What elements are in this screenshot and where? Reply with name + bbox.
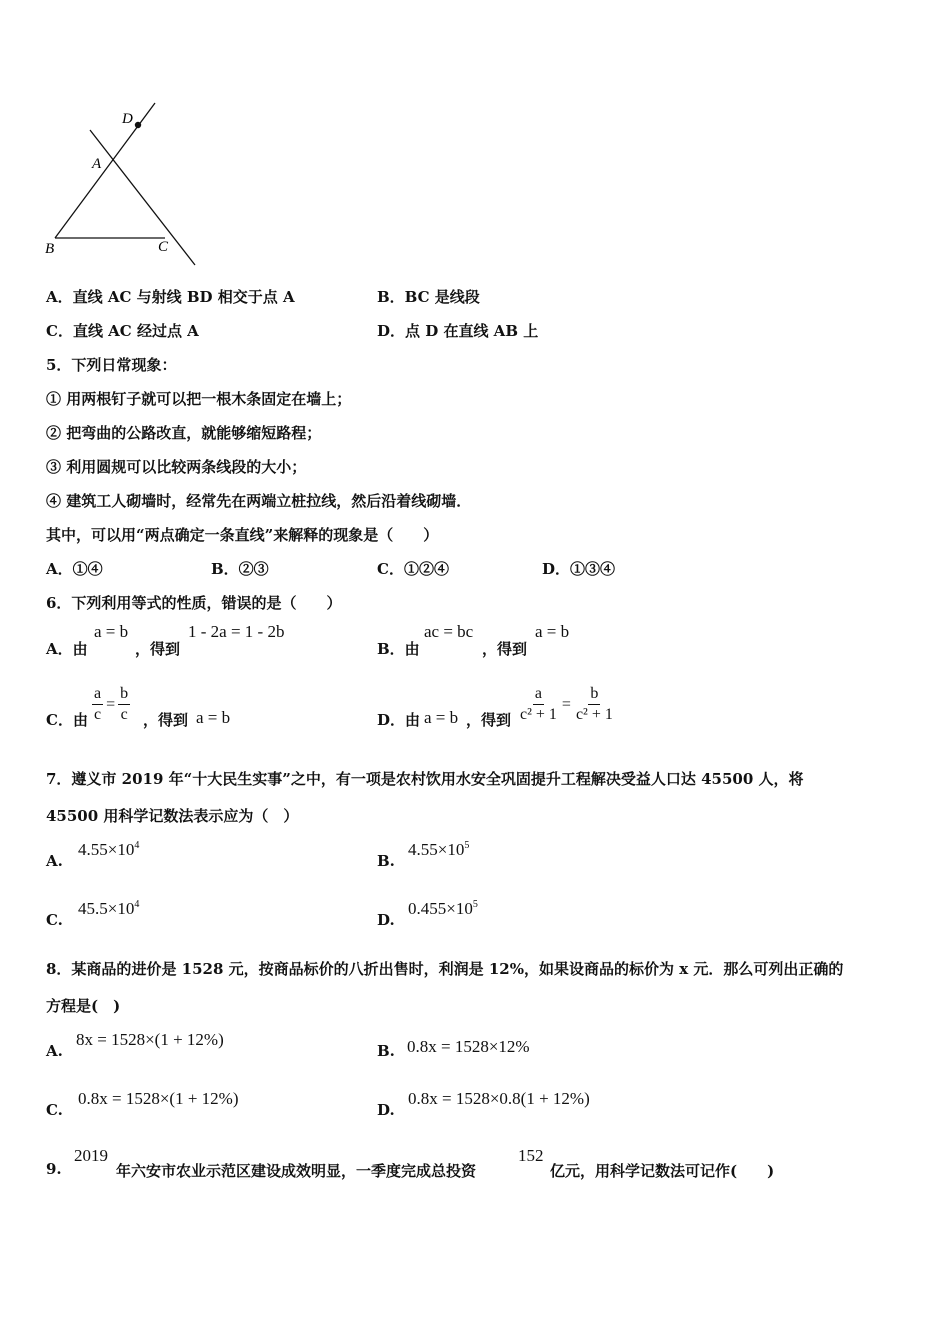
- q8-option-b-label: B.: [377, 1042, 395, 1060]
- mantissa: 4.55×10: [78, 840, 135, 859]
- q6-stem: 6．下列利用等式的性质，错误的是（ ）: [46, 594, 342, 612]
- q8-option-b-math: 0.8x = 1528×12%: [407, 1037, 530, 1056]
- label-d: D: [122, 111, 133, 127]
- q8-option-d-math: 0.8x = 1528×0.8(1 + 12%): [408, 1089, 590, 1108]
- q6-option-a-math2: 1 - 2a = 1 - 2b: [188, 622, 285, 641]
- denominator: c² + 1: [520, 706, 557, 723]
- fraction-b-over-c2plus1: [574, 684, 615, 725]
- label-a: A: [92, 156, 102, 172]
- q6-option-c-fraction-eq: [92, 684, 130, 725]
- q5-option-d: D．①③④: [542, 560, 616, 578]
- denominator: c² + 1: [575, 706, 613, 723]
- q8-option-d-label: D.: [377, 1101, 395, 1119]
- q7-option-a-label: A.: [46, 852, 63, 870]
- fraction-a-over-c2plus1: [518, 684, 559, 725]
- q6-option-b-prefix: B．由: [377, 640, 420, 658]
- q9-number: 9.: [46, 1160, 62, 1178]
- q6-option-b-mid: ，得到: [482, 640, 528, 658]
- q4-option-d: D．点 D 在直线 AB 上: [377, 322, 539, 340]
- q9-text-2: 亿元，用科学记数法可记作( ): [550, 1162, 775, 1180]
- denominator: c: [94, 706, 102, 723]
- q5-item-2: ② 把弯曲的公路改直，就能够缩短路程；: [46, 424, 322, 442]
- q7-option-c-math: [78, 899, 139, 919]
- q6-option-c-math2: a = b: [196, 708, 231, 727]
- q9-text-1: 年六安市农业示范区建设成效明显，一季度完成总投资: [116, 1162, 477, 1180]
- numerator: a: [533, 684, 544, 705]
- exponent: 4: [134, 840, 140, 851]
- q7-option-b-math: [408, 840, 469, 860]
- q6-option-b-math1: ac = bc: [424, 622, 474, 641]
- q7-option-b-label: B.: [377, 852, 395, 870]
- equals-sign: =: [106, 695, 116, 713]
- mantissa: 4.55×10: [408, 840, 465, 859]
- mantissa: 0.455×10: [408, 899, 473, 918]
- exponent: 5: [464, 840, 470, 851]
- q7-option-d-math: [408, 899, 478, 919]
- numerator: a: [92, 684, 103, 705]
- q5-option-a: A．①④: [46, 560, 103, 578]
- line-ac: [90, 130, 195, 265]
- fraction-a-over-c: [92, 684, 103, 725]
- q6-option-a-prefix: A．由: [46, 640, 88, 658]
- q8-option-a-label: A.: [46, 1042, 63, 1060]
- q6-option-a-mid: ，得到: [135, 640, 181, 658]
- q8-stem-line1: 8．某商品的进价是 1528 元，按商品标价的八折出售时，利润是 12%，如果设商品的标价为 x 元．那么可列出正确的: [46, 960, 844, 978]
- q7-option-d-label: D.: [377, 911, 395, 929]
- numerator: b: [588, 684, 600, 705]
- fraction-b-over-c: [118, 684, 130, 725]
- geometry-figure: [40, 95, 210, 270]
- numerator: b: [118, 684, 130, 705]
- q5-item-3: ③ 利用圆规可以比较两条线段的大小；: [46, 458, 307, 476]
- q7-stem-line2: 45500 用科学记数法表示应为（ ）: [46, 807, 299, 825]
- q8-option-c-label: C.: [46, 1101, 63, 1119]
- label-b: B: [45, 241, 55, 257]
- q9-amount: 152: [518, 1146, 544, 1165]
- q7-stem-line1: 7．遵义市 2019 年“十大民生实事”之中，有一项是农村饮用水安全巩固提升工程解决受益人口达 45500 人，将: [46, 770, 804, 788]
- q6-option-d-prefix: D．由: [377, 711, 421, 729]
- exponent: 5: [472, 899, 478, 910]
- denominator: c: [120, 706, 128, 723]
- point-d: [135, 122, 141, 128]
- q5-question: 其中，可以用“两点确定一条直线”来解释的现象是（ ）: [46, 526, 439, 544]
- q5-option-c: C．①②④: [377, 560, 449, 578]
- q8-stem-line2: 方程是( ): [46, 997, 121, 1015]
- q7-option-c-label: C.: [46, 911, 63, 929]
- q4-option-c: C．直线 AC 经过点 A: [46, 322, 199, 340]
- q6-option-d-math1: a = b: [424, 708, 459, 727]
- exponent: 4: [134, 899, 140, 910]
- q7-option-a-math: [78, 840, 139, 860]
- q8-option-a-math: 8x = 1528×(1 + 12%): [76, 1030, 224, 1049]
- q5-item-1: ① 用两根钉子就可以把一根木条固定在墙上；: [46, 390, 352, 408]
- q6-option-d-fraction-eq: [518, 684, 615, 725]
- label-c: C: [158, 239, 169, 255]
- q4-option-b: B．BC 是线段: [377, 288, 480, 306]
- q9-year: 2019: [74, 1146, 108, 1165]
- equals-sign: =: [561, 695, 571, 713]
- q6-option-d-mid: ，得到: [466, 711, 512, 729]
- q8-option-c-math: 0.8x = 1528×(1 + 12%): [78, 1089, 239, 1108]
- q5-stem: 5．下列日常现象：: [46, 356, 177, 374]
- q5-item-4: ④ 建筑工人砌墙时，经常先在两端立桩拉线，然后沿着线砌墙．: [46, 492, 472, 510]
- q6-option-c-prefix: C．由: [46, 711, 88, 729]
- q4-option-a: A．直线 AC 与射线 BD 相交于点 A: [46, 288, 295, 306]
- q6-option-a-math1: a = b: [94, 622, 129, 641]
- q6-option-c-mid: ，得到: [143, 711, 189, 729]
- q5-option-b: B．②③: [211, 560, 269, 578]
- q6-option-b-math2: a = b: [535, 622, 570, 641]
- mantissa: 45.5×10: [78, 899, 135, 918]
